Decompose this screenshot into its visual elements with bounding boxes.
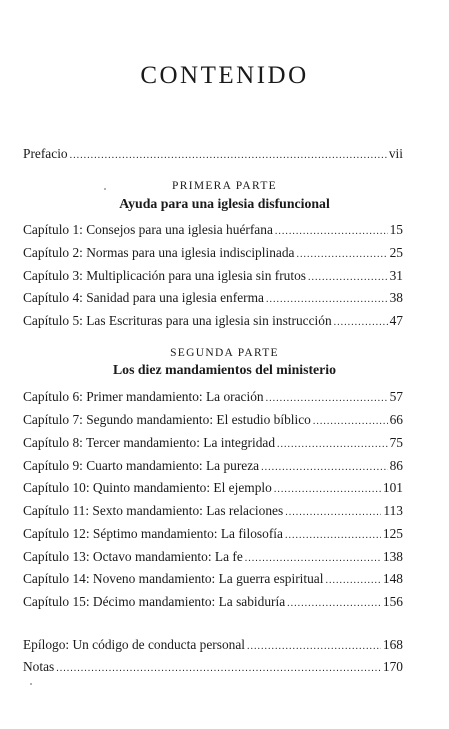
toc-entry-chapter-2 bbox=[23, 245, 403, 263]
dot-leader bbox=[285, 530, 381, 541]
part-label-2: SEGUNDA PARTE bbox=[170, 347, 279, 359]
toc-entry-chapter-8 bbox=[23, 435, 403, 453]
toc-entry-epilogo bbox=[23, 637, 403, 655]
toc-entry-label: Capítulo 14: Noveno mandamiento: La guerra espiritual bbox=[23, 571, 324, 586]
part-title-1: Ayuda para una iglesia disfuncional bbox=[119, 196, 330, 211]
dot-leader bbox=[325, 575, 380, 586]
dot-leader bbox=[308, 272, 388, 283]
toc-entry-page: 86 bbox=[389, 458, 403, 473]
toc-entry-chapter-1 bbox=[23, 222, 403, 240]
toc-entry-label: Capítulo 13: Octavo mandamiento: La fe bbox=[23, 549, 243, 564]
toc-entry-label: Prefacio bbox=[23, 146, 68, 161]
toc-entry-label: Capítulo 3: Multiplicación para una iglesia sin frutos bbox=[23, 268, 307, 283]
toc-entry-page: 31 bbox=[389, 268, 403, 283]
toc-entry-page: 25 bbox=[389, 245, 403, 260]
toc-entry-chapter-6 bbox=[23, 389, 403, 407]
dot-leader bbox=[245, 553, 381, 564]
toc-entry-label: Capítulo 12: Séptimo mandamiento: La filosofía bbox=[23, 526, 283, 541]
toc-entry-chapter-9 bbox=[23, 458, 403, 476]
toc-entry-page: 113 bbox=[383, 503, 403, 518]
toc-entry-page: 125 bbox=[382, 526, 403, 541]
toc-entry-chapter-7 bbox=[23, 412, 403, 430]
dot-leader bbox=[313, 416, 388, 427]
toc-entry-chapter-10 bbox=[23, 480, 403, 498]
toc-entry-chapter-15 bbox=[23, 594, 403, 612]
dot-leader bbox=[266, 393, 388, 404]
toc-entry-label: Capítulo 10: Quinto mandamiento: El ejemplo bbox=[23, 480, 272, 495]
dot-leader bbox=[287, 598, 381, 609]
toc-entry-page: 47 bbox=[389, 313, 403, 328]
toc-entry-label: Capítulo 4: Sanidad para una iglesia enferma bbox=[23, 290, 264, 305]
toc-entry-page: 170 bbox=[382, 659, 403, 674]
toc-entry-label: Capítulo 11: Sexto mandamiento: Las relaciones bbox=[23, 503, 284, 518]
dot-leader bbox=[296, 249, 387, 260]
toc-entry-page: 156 bbox=[382, 594, 403, 609]
toc-entry-page: 15 bbox=[389, 222, 403, 237]
dot-leader bbox=[247, 641, 381, 652]
toc-entry-label: Capítulo 7: Segundo mandamiento: El estudio bíblico bbox=[23, 412, 311, 427]
toc-entry-page: 75 bbox=[389, 435, 403, 450]
toc-entry-page: 66 bbox=[389, 412, 403, 427]
toc-entry-chapter-4 bbox=[23, 290, 403, 308]
print-speck bbox=[104, 188, 106, 190]
dot-leader bbox=[275, 226, 388, 237]
print-speck bbox=[30, 683, 32, 685]
part-label-1: PRIMERA PARTE bbox=[172, 180, 277, 192]
toc-entry-label: Capítulo 9: Cuarto mandamiento: La pureza bbox=[23, 458, 260, 473]
toc-entry-chapter-3 bbox=[23, 268, 403, 286]
dot-leader bbox=[277, 439, 388, 450]
toc-entry-page: 101 bbox=[382, 480, 403, 495]
toc-entry-chapter-13 bbox=[23, 549, 403, 567]
dot-leader bbox=[274, 484, 381, 495]
dot-leader bbox=[261, 462, 387, 473]
toc-entry-label: Epílogo: Un código de conducta personal bbox=[23, 637, 246, 652]
toc-entry-label: Notas bbox=[23, 659, 55, 674]
dot-leader bbox=[70, 150, 387, 161]
toc-entry-label: Capítulo 2: Normas para una iglesia indisciplinada bbox=[23, 245, 295, 260]
toc-entry-chapter-11 bbox=[23, 503, 403, 521]
toc-entry-page: 168 bbox=[382, 637, 403, 652]
toc-entry-chapter-5 bbox=[23, 313, 403, 331]
toc-entry-page: 148 bbox=[382, 571, 403, 586]
dot-leader bbox=[266, 294, 388, 305]
toc-entry-page: 57 bbox=[389, 389, 403, 404]
dot-leader bbox=[334, 317, 388, 328]
toc-entry-chapter-14 bbox=[23, 571, 403, 589]
toc-entry-chapter-12 bbox=[23, 526, 403, 544]
toc-entry-page: 138 bbox=[382, 549, 403, 564]
toc-entry-notas bbox=[23, 659, 403, 677]
toc-entry-label: Capítulo 8: Tercer mandamiento: La integridad bbox=[23, 435, 276, 450]
toc-entry-page: vii bbox=[388, 146, 403, 161]
part-title-2: Los diez mandamientos del ministerio bbox=[112, 362, 337, 377]
dot-leader bbox=[285, 507, 381, 518]
page-title: CONTENIDO bbox=[140, 62, 309, 89]
toc-entry-label: Capítulo 15: Décimo mandamiento: La sabiduría bbox=[23, 594, 286, 609]
dot-leader bbox=[56, 663, 381, 674]
toc-entry-label: Capítulo 5: Las Escrituras para una iglesia sin instrucción bbox=[23, 313, 332, 328]
toc-entry-label: Capítulo 6: Primer mandamiento: La oración bbox=[23, 389, 264, 404]
toc-entry-label: Capítulo 1: Consejos para una iglesia huérfana bbox=[23, 222, 273, 237]
toc-entry-prefacio bbox=[23, 146, 403, 164]
toc-entry-page: 38 bbox=[389, 290, 403, 305]
